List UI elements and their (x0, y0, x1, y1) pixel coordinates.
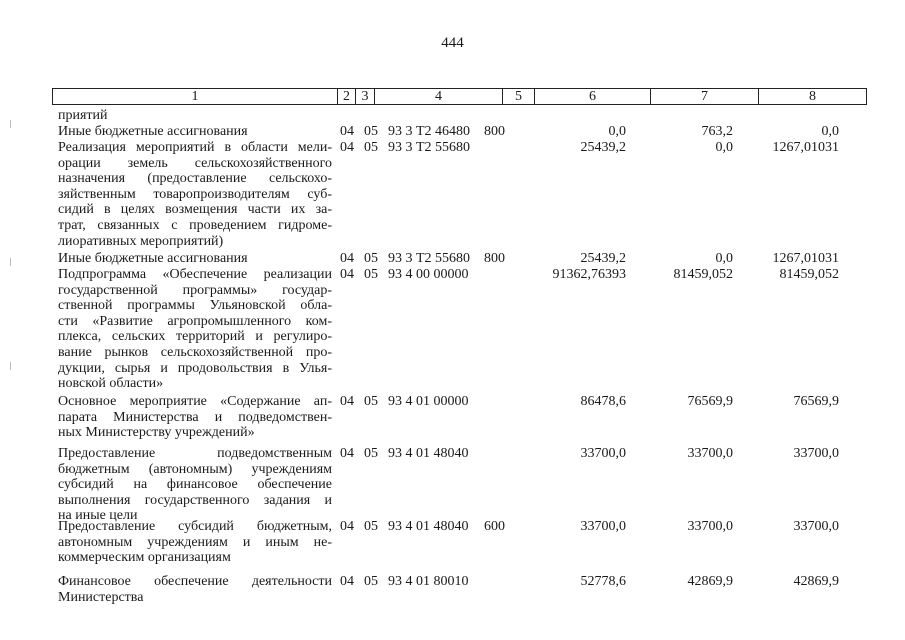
amount-col8: 1267,01031 (772, 140, 839, 155)
table-row (0, 124, 905, 140)
amount-col6: 33700,0 (580, 446, 626, 461)
column-header-1: 1 (53, 89, 338, 105)
row-codes (340, 140, 524, 156)
table-row (0, 267, 905, 392)
table-row (0, 446, 905, 524)
subsection-code: 05 (364, 124, 378, 139)
row-name-line: трат, связанных с проведением гидроме- (58, 217, 332, 233)
subsection-code: 05 (364, 267, 378, 282)
amount-col7: 76569,9 (687, 394, 733, 409)
row-name-line: ственной программы Ульяновской обла- (58, 298, 332, 314)
row-name-line: Основное мероприятие «Содержание ап- (58, 394, 332, 409)
amount-col6: 0,0 (608, 124, 626, 139)
row-name-line: новской области» (58, 376, 164, 392)
row-name-line: государственной программы» государ- (58, 282, 332, 298)
target-article-code: 93 4 01 48040 (388, 519, 469, 534)
column-header-7: 7 (651, 89, 759, 105)
row-name-line: приятий (58, 108, 108, 123)
row-name-line: Предоставление подведомственным (58, 446, 332, 461)
column-header-4: 4 (375, 89, 503, 105)
expense-type-code: 800 (484, 251, 505, 266)
row-codes (340, 574, 524, 590)
table-row (0, 394, 905, 441)
row-name-line: Финансовое обеспечение деятельности (58, 574, 332, 589)
expense-type-code: 800 (484, 124, 505, 139)
row-name-line: Подпрограмма «Обеспечение реализации (58, 267, 332, 282)
row-name-cell (58, 108, 332, 124)
row-name-cell (58, 394, 332, 441)
row-name-line: бюджетным (автономным) учреждениям (58, 461, 332, 477)
row-name-cell (58, 446, 332, 524)
row-name-line: сти «Развитие агропромышленного ком- (58, 313, 332, 329)
section-code: 04 (340, 394, 354, 409)
column-header-6: 6 (535, 89, 651, 105)
amount-col8: 33700,0 (793, 446, 839, 461)
amount-col6: 25439,2 (580, 140, 626, 155)
row-name-cell (58, 267, 332, 392)
target-article-code: 93 3 Т2 55680 (388, 140, 471, 155)
row-name-line: вание рынков сельскохозяйственной про- (58, 344, 332, 360)
column-header-2: 2 (338, 89, 356, 105)
target-article-code: 93 3 Т2 55680 (388, 251, 471, 266)
amount-col8: 42869,9 (793, 574, 839, 589)
column-header-3: 3 (356, 89, 375, 105)
subsection-code: 05 (364, 574, 378, 589)
scan-artifact (10, 258, 11, 266)
subsection-code: 05 (364, 251, 378, 266)
row-codes (340, 519, 524, 535)
subsection-code: 05 (364, 446, 378, 461)
row-codes (340, 394, 524, 410)
target-article-code: 93 4 01 80010 (388, 574, 469, 589)
row-name-line: коммерческим организациям (58, 550, 231, 566)
table-row (0, 574, 905, 605)
row-name-line: орации земель сельскохозяйственного (58, 155, 332, 171)
amount-col6: 91362,76393 (552, 267, 626, 282)
target-article-code: 93 4 01 00000 (388, 394, 469, 409)
row-codes (340, 251, 524, 267)
row-codes (340, 267, 524, 283)
row-name-line: дукции, сырья и продовольствия в Улья- (58, 360, 332, 376)
table-row (0, 140, 905, 249)
row-name-line: лиоративных мероприятий) (58, 233, 224, 249)
scan-artifact (10, 362, 11, 370)
section-code: 04 (340, 124, 354, 139)
row-name-cell (58, 140, 332, 249)
amount-col6: 33700,0 (580, 519, 626, 534)
section-code: 04 (340, 574, 354, 589)
row-name-line: Иные бюджетные ассигнования (58, 251, 248, 266)
row-name-line: Иные бюджетные ассигнования (58, 124, 248, 139)
row-codes (340, 446, 524, 462)
target-article-code: 93 4 00 00000 (388, 267, 469, 282)
amount-col7: 0,0 (715, 140, 733, 155)
row-name-line: субсидий на финансовое обеспечение (58, 477, 332, 493)
row-name-line: ных Министерству учреждений» (58, 425, 255, 441)
target-article-code: 93 4 01 48040 (388, 446, 469, 461)
row-name-line: автономным учреждениям и иным не- (58, 534, 332, 550)
row-name-cell (58, 251, 332, 267)
amount-col6: 52778,6 (580, 574, 626, 589)
amount-col8: 33700,0 (793, 519, 839, 534)
row-name-line: зяйственным товаропроизводителям суб- (58, 186, 332, 202)
row-name-line: выполнения государственного задания и (58, 492, 332, 508)
target-article-code: 93 3 Т2 46480 (388, 124, 471, 139)
row-name-line: плекса, сельских территорий и регулиро- (58, 329, 332, 345)
amount-col8: 0,0 (821, 124, 839, 139)
row-name-cell (58, 519, 332, 566)
amount-col8: 1267,01031 (772, 251, 839, 266)
row-name-cell (58, 574, 332, 605)
row-name-line: Предоставление субсидий бюджетным, (58, 519, 332, 534)
column-header-8: 8 (759, 89, 867, 105)
subsection-code: 05 (364, 519, 378, 534)
row-name-line: Реализация мероприятий в области мели- (58, 140, 332, 155)
section-code: 04 (340, 140, 354, 155)
row-name-line: на иные цели (58, 508, 138, 524)
row-codes (340, 124, 524, 140)
row-codes (340, 108, 524, 124)
section-code: 04 (340, 251, 354, 266)
row-name-line: назначения (предоставление сельскохо- (58, 171, 332, 187)
row-name-cell (58, 124, 332, 140)
amount-col6: 86478,6 (580, 394, 626, 409)
amount-col8: 76569,9 (793, 394, 839, 409)
row-name-line: Министерства (58, 589, 144, 605)
subsection-code: 05 (364, 140, 378, 155)
subsection-code: 05 (364, 394, 378, 409)
row-name-line: сидий в целях возмещения части их за- (58, 202, 332, 218)
section-code: 04 (340, 446, 354, 461)
section-code: 04 (340, 519, 354, 534)
column-header-5: 5 (503, 89, 535, 105)
amount-col7: 81459,052 (673, 267, 733, 282)
page-number: 444 (441, 35, 464, 51)
expense-type-code: 600 (484, 519, 505, 534)
table-row (0, 519, 905, 566)
amount-col7: 33700,0 (687, 519, 733, 534)
row-name-line: парата Министерства и подведомствен- (58, 409, 332, 425)
amount-col8: 81459,052 (779, 267, 839, 282)
table-row (0, 251, 905, 267)
amount-col6: 25439,2 (580, 251, 626, 266)
section-code: 04 (340, 267, 354, 282)
table-row (0, 108, 905, 124)
column-header-row (52, 88, 867, 105)
amount-col7: 0,0 (715, 251, 733, 266)
amount-col7: 42869,9 (687, 574, 733, 589)
amount-col7: 763,2 (701, 124, 733, 139)
amount-col7: 33700,0 (687, 446, 733, 461)
scan-artifact (10, 120, 11, 128)
